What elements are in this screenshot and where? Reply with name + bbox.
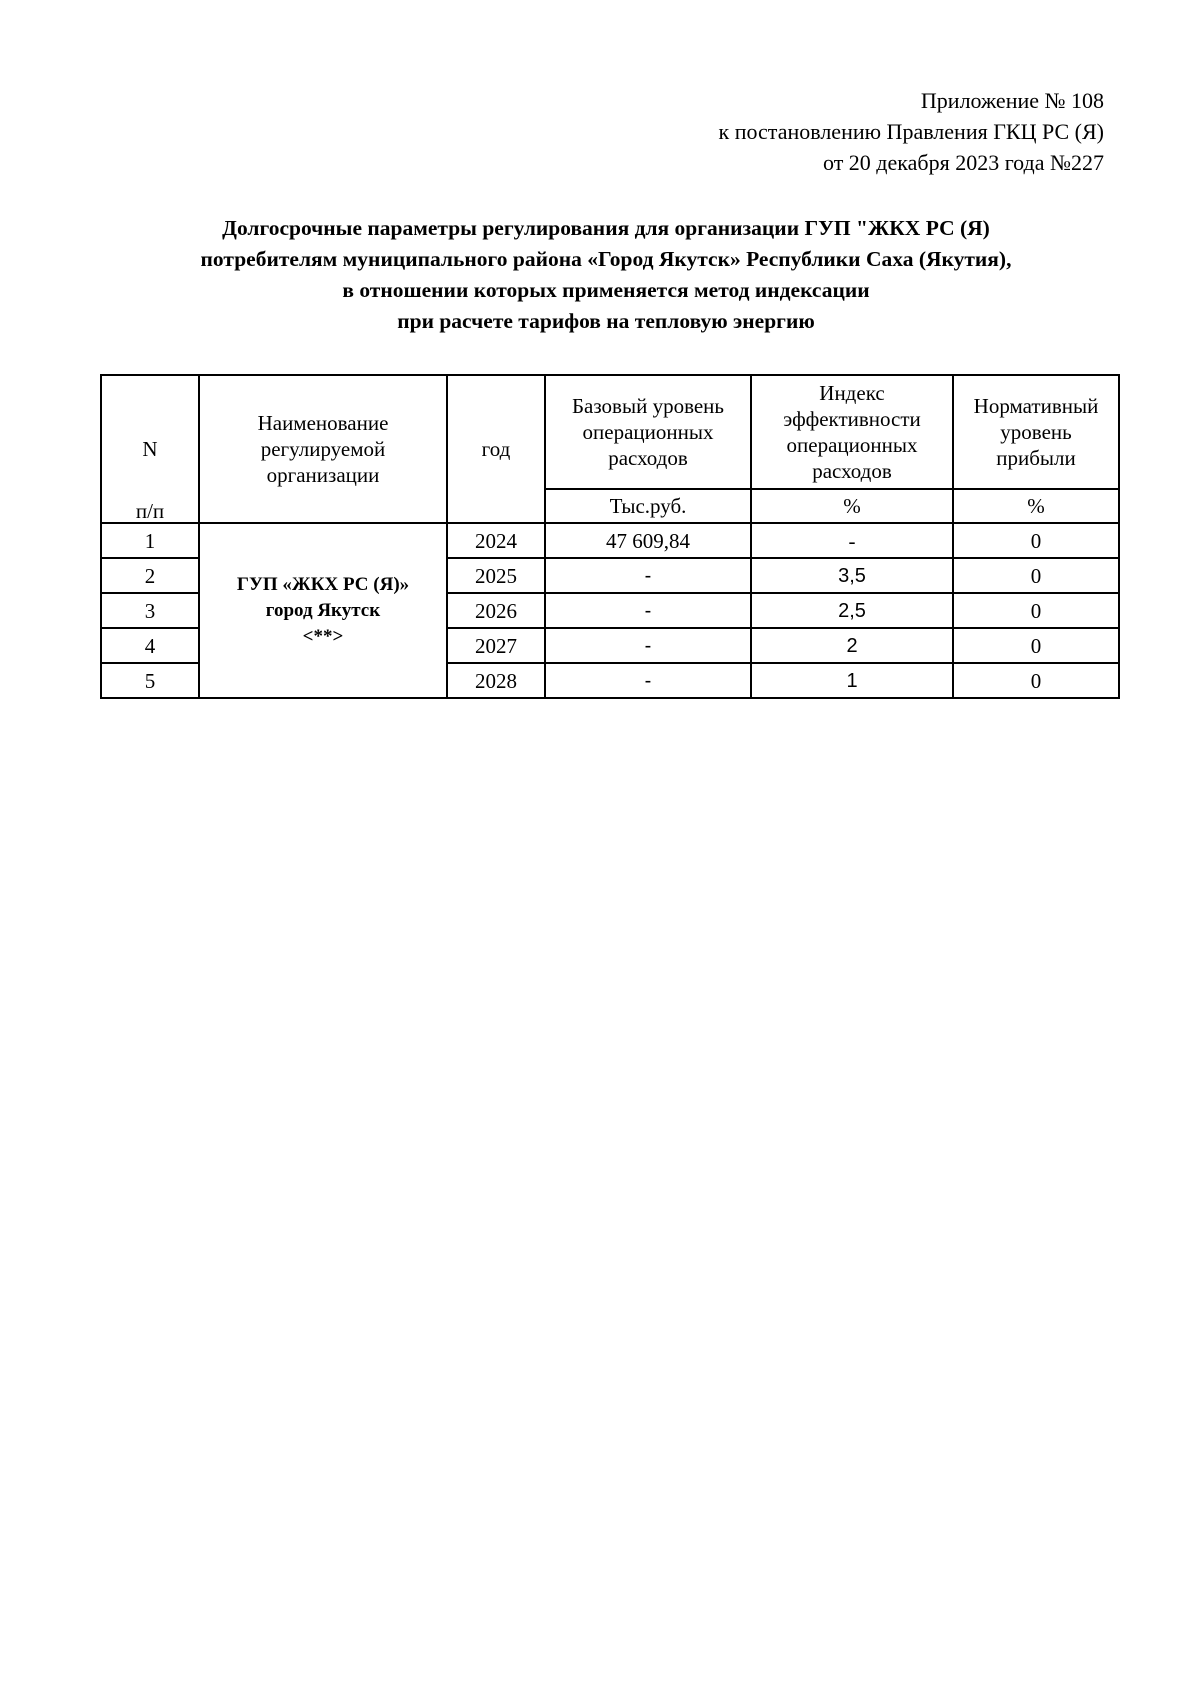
cell-year: 2024 [447, 523, 545, 558]
title-line-3: в отношении которых применяется метод индексации [342, 278, 870, 302]
title-line-1: Долгосрочные параметры регулирования для организации ГУП "ЖКХ РС (Я) [222, 216, 990, 240]
cell-index: 2,5 [751, 593, 953, 628]
cell-n: 4 [101, 628, 199, 663]
cell-base: - [545, 663, 751, 698]
cell-base: 47 609,84 [545, 523, 751, 558]
cell-year: 2025 [447, 558, 545, 593]
header-efficiency-index: Индекс эффективности операционных расходов [751, 375, 953, 489]
title-line-2: потребителям муниципального района «Город Якутск» Республики Саха (Якутия), [200, 247, 1012, 271]
unit-base: Тыс.руб. [545, 489, 751, 523]
cell-n: 1 [101, 523, 199, 558]
table-header-row [101, 375, 1119, 489]
appendix-header [719, 85, 1104, 178]
cell-profit: 0 [953, 628, 1119, 663]
header-year: год [447, 375, 545, 523]
cell-profit: 0 [953, 523, 1119, 558]
appendix-resolution: к постановлению Правления ГКЦ РС (Я) [718, 119, 1104, 144]
title-line-4: при расчете тарифов на тепловую энергию [397, 309, 815, 333]
header-n: N [142, 437, 158, 461]
cell-profit: 0 [953, 663, 1119, 698]
cell-index: 1 [751, 663, 953, 698]
cell-n: 5 [101, 663, 199, 698]
cell-index: 2 [751, 628, 953, 663]
cell-n: 2 [101, 558, 199, 593]
cell-base: - [545, 628, 751, 663]
cell-index: - [751, 523, 953, 558]
header-organization: Наименование регулируемой организации [199, 375, 447, 523]
organization-note: <**> [302, 625, 344, 647]
header-profit-level: Нормативный уровень прибыли [953, 375, 1119, 489]
organization-name: ГУП «ЖКХ РС (Я)» [236, 573, 410, 595]
cell-year: 2028 [447, 663, 545, 698]
header-pp: п/п [135, 499, 165, 523]
parameters-table [100, 374, 1120, 699]
cell-n: 3 [101, 593, 199, 628]
appendix-date: от 20 декабря 2023 года №227 [822, 150, 1104, 175]
table-row [101, 523, 1119, 558]
cell-year: 2027 [447, 628, 545, 663]
organization-cell [199, 523, 447, 698]
cell-base: - [545, 593, 751, 628]
unit-index: % [751, 489, 953, 523]
cell-base: - [545, 558, 751, 593]
cell-profit: 0 [953, 593, 1119, 628]
organization-city: город Якутск [265, 599, 381, 621]
header-base-level: Базовый уровень операционных расходов [545, 375, 751, 489]
cell-profit: 0 [953, 558, 1119, 593]
document-title [100, 213, 1112, 337]
cell-year: 2026 [447, 593, 545, 628]
unit-profit: % [953, 489, 1119, 523]
cell-index: 3,5 [751, 558, 953, 593]
appendix-number: Приложение № 108 [920, 88, 1104, 113]
header-number [101, 375, 199, 523]
